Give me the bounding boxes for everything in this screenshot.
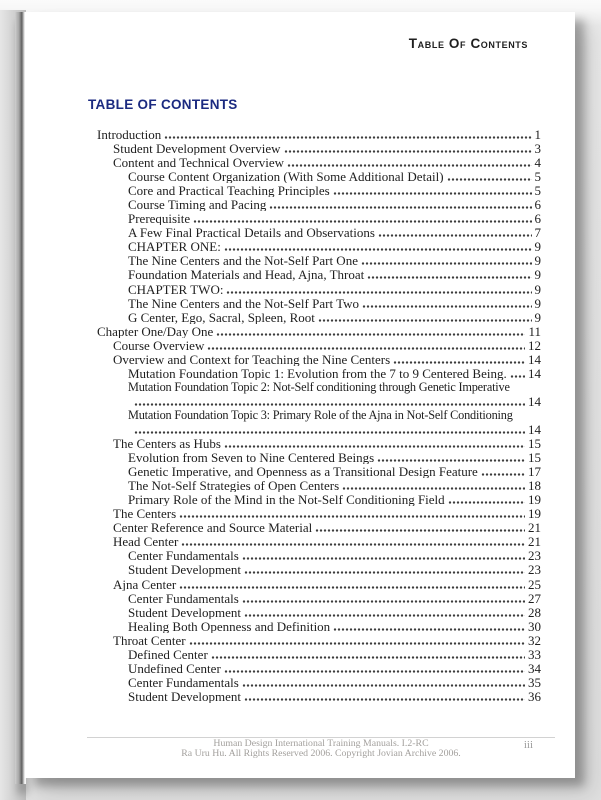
toc-entry-label: Foundation Materials and Head, Ajna, Throat <box>128 267 365 282</box>
toc-entry <box>97 352 541 366</box>
toc-entry-page: 14 <box>528 365 541 380</box>
toc-entry <box>97 296 541 310</box>
toc-entry-label: Core and Practical Teaching Principles <box>128 183 330 198</box>
toc-entry-label: The Nine Centers and the Not-Self Part Two <box>128 295 359 310</box>
toc-entry-page: 9 <box>534 295 541 310</box>
dot-leader <box>318 319 532 322</box>
toc-entry-label: Defined Center <box>128 646 208 661</box>
toc-entry <box>97 605 541 619</box>
toc-entry <box>97 520 541 534</box>
toc-entry-label: The Centers as Hubs <box>113 436 221 451</box>
toc-entry-page: 27 <box>528 590 541 605</box>
toc-entry-label: Student Development Overview <box>113 141 281 156</box>
toc-entry-label: Course Timing and Pacing <box>128 197 267 212</box>
toc-entry <box>97 155 541 169</box>
dot-leader <box>224 445 525 448</box>
dot-leader <box>315 529 525 532</box>
toc-entry-label: The Not-Self Strategies of Open Centers <box>128 478 340 493</box>
dot-leader <box>242 600 525 603</box>
toc-entry-page: 9 <box>534 281 541 296</box>
dot-leader <box>164 136 531 139</box>
toc-entry <box>97 492 541 506</box>
toc-entry <box>97 450 541 464</box>
toc-entry-page: 23 <box>528 548 541 563</box>
toc-list <box>97 127 541 703</box>
toc-entry <box>97 562 541 576</box>
dot-leader <box>269 206 531 209</box>
toc-entry-page: 6 <box>534 197 541 212</box>
toc-entry <box>97 689 541 703</box>
toc-entry-label: Center Fundamentals <box>128 548 239 563</box>
toc-entry <box>97 534 541 548</box>
toc-entry-page: 12 <box>528 337 541 352</box>
toc-entry-page: 35 <box>528 674 541 689</box>
footer-line-1: Human Design International Training Manuals. I.2-RC <box>213 738 429 749</box>
toc-entry <box>97 661 541 675</box>
dot-leader <box>224 670 525 673</box>
toc-entry-label: Student Development <box>128 688 242 703</box>
toc-entry <box>97 675 541 689</box>
toc-entry-label: Student Development <box>128 604 242 619</box>
dot-leader <box>287 164 531 167</box>
toc-entry-page: 14 <box>528 421 541 437</box>
toc-entry-page: 1 <box>534 127 541 142</box>
toc-entry-label: Head Center <box>113 534 179 549</box>
dot-leader <box>448 501 525 504</box>
toc-entry-label: Genetic Imperative, and Openness as a Transitional Design Feature <box>128 464 478 479</box>
toc-entry-page: 36 <box>528 688 541 703</box>
toc-entry <box>97 253 541 267</box>
dot-leader <box>244 571 525 574</box>
toc-entry-page: 17 <box>528 464 541 479</box>
toc-entry <box>97 464 541 478</box>
dot-leader <box>367 276 531 279</box>
toc-entry-label: Center Reference and Source Material <box>113 520 313 535</box>
toc-entry <box>97 127 541 141</box>
toc-entry-label: Mutation Foundation Topic 1: Evolution from the 7 to 9 Centered Being. <box>128 365 507 380</box>
toc-entry-page: 14 <box>528 393 541 408</box>
toc-entry <box>97 310 541 324</box>
toc-entry <box>97 436 541 450</box>
toc-entry-label: G Center, Ego, Sacral, Spleen, Root <box>128 309 315 324</box>
toc-entry-page: 33 <box>528 646 541 661</box>
toc-entry-page: 4 <box>534 155 541 170</box>
dot-leader <box>134 431 525 434</box>
dot-leader <box>179 515 525 518</box>
toc-entry <box>97 211 541 225</box>
toc-entry-label: Overview and Context for Teaching the Nine Centers <box>113 351 391 366</box>
toc-entry-label: Mutation Foundation Topic 3: Primary Role of the Ajna in Not-Self Conditioning <box>128 407 513 422</box>
dot-leader <box>362 305 532 308</box>
dot-leader <box>224 248 532 251</box>
toc-entry-label: Evolution from Seven to Nine Centered Beings <box>128 450 375 465</box>
footer-line-2: Ra Uru Hu. All Rights Reserved 2006. Copyright Jovian Archive 2006. <box>181 747 461 759</box>
toc-entry <box>97 225 541 239</box>
dot-leader <box>447 178 532 181</box>
dot-leader <box>244 698 525 701</box>
toc-entry-page: 25 <box>528 576 541 591</box>
dot-leader <box>189 642 525 645</box>
toc-entry-label: Content and Technical Overview <box>113 155 285 170</box>
toc-entry <box>97 506 541 520</box>
toc-entry <box>97 267 541 281</box>
toc-entry-page: 19 <box>528 506 541 521</box>
toc-entry-page: 7 <box>534 225 541 240</box>
dot-leader <box>216 333 525 336</box>
toc-entry <box>97 366 541 380</box>
toc-entry <box>97 141 541 155</box>
toc-entry-page: 9 <box>534 309 541 324</box>
toc-entry <box>97 633 541 647</box>
dot-leader <box>284 150 532 153</box>
toc-entry-label: The Centers <box>113 506 177 521</box>
toc-entry-page: 9 <box>534 239 541 254</box>
dot-leader <box>377 459 525 462</box>
toc-entry <box>97 408 541 422</box>
dot-leader <box>244 614 525 617</box>
toc-entry <box>97 548 541 562</box>
toc-entry-page: 15 <box>528 450 541 465</box>
toc-entry-page: 5 <box>534 183 541 198</box>
toc-entry-label: Center Fundamentals <box>128 590 239 605</box>
toc-entry <box>97 478 541 492</box>
toc-entry-page: 34 <box>528 660 541 675</box>
toc-entry-label: Student Development <box>128 562 242 577</box>
toc-entry-page: 11 <box>528 323 541 338</box>
dot-leader <box>481 473 525 476</box>
dot-leader <box>333 192 532 195</box>
toc-entry <box>97 197 541 211</box>
toc-entry-label: Prerequisite <box>128 211 191 226</box>
page-title: TABLE OF CONTENTS <box>88 97 238 112</box>
footer <box>87 739 555 758</box>
dot-leader <box>242 557 525 560</box>
toc-entry-page: 6 <box>534 211 541 226</box>
toc-entry-label: The Nine Centers and the Not-Self Part One <box>128 253 358 268</box>
page-number: iii <box>523 739 533 751</box>
toc-entry <box>97 239 541 253</box>
dot-leader <box>134 403 525 406</box>
toc-entry <box>97 169 541 183</box>
toc-entry-page: 15 <box>528 436 541 451</box>
toc-entry-label: A Few Final Practical Details and Observations <box>128 225 375 240</box>
dot-leader <box>378 234 532 237</box>
dot-leader <box>207 347 525 350</box>
dot-leader <box>193 220 531 223</box>
dot-leader <box>333 628 525 631</box>
toc-entry-label: Mutation Foundation Topic 2: Not-Self conditioning through Genetic Imperative <box>128 379 510 394</box>
dot-leader <box>342 487 525 490</box>
toc-entry-page: 9 <box>534 253 541 268</box>
toc-entry <box>97 619 541 633</box>
toc-entry-label: Healing Both Openness and Definition <box>128 618 331 633</box>
toc-entry <box>97 324 541 338</box>
toc-entry-label: Center Fundamentals <box>128 674 239 689</box>
toc-entry-label: Chapter One/Day One <box>97 323 214 338</box>
toc-entry-label: Ajna Center <box>113 576 177 591</box>
toc-entry-label: Course Content Organization (With Some Additional Detail) <box>128 169 444 184</box>
toc-entry-page: 5 <box>534 169 541 184</box>
toc-entry-label: Introduction <box>97 127 162 142</box>
toc-entry-label: Course Overview <box>113 337 205 352</box>
toc-entry-page: 21 <box>528 520 541 535</box>
toc-entry-label: Throat Center <box>113 632 186 647</box>
toc-entry-page: 9 <box>534 267 541 282</box>
toc-entry-label: Primary Role of the Mind in the Not-Self Conditioning Field <box>128 492 445 507</box>
toc-entry-label: Undefined Center <box>128 660 221 675</box>
dot-leader <box>242 684 525 687</box>
toc-entry-page: 3 <box>534 141 541 156</box>
toc-entry <box>97 338 541 352</box>
toc-entry <box>97 282 541 296</box>
dot-leader <box>510 375 525 378</box>
running-header: Table Of Contents <box>408 36 528 51</box>
toc-entry-page: 19 <box>528 492 541 507</box>
dot-leader <box>361 262 532 265</box>
toc-entry <box>97 183 541 197</box>
document-page <box>25 12 575 778</box>
toc-entry-page: 18 <box>528 478 541 493</box>
toc-entry-page: 23 <box>528 562 541 577</box>
toc-entry-continuation <box>97 422 541 436</box>
toc-entry-page: 32 <box>528 632 541 647</box>
toc-entry <box>97 577 541 591</box>
toc-entry-page: 28 <box>528 604 541 619</box>
toc-entry-page: 14 <box>528 351 541 366</box>
toc-entry <box>97 380 541 394</box>
toc-entry-continuation <box>97 394 541 408</box>
dot-leader <box>181 543 525 546</box>
dot-leader <box>226 291 531 294</box>
toc-entry-page: 30 <box>528 618 541 633</box>
toc-entry-label: CHAPTER TWO: <box>128 281 224 296</box>
dot-leader <box>393 361 525 364</box>
toc-entry <box>97 647 541 661</box>
dot-leader <box>179 586 525 589</box>
dot-leader <box>211 656 525 659</box>
toc-entry <box>97 591 541 605</box>
toc-entry-label: CHAPTER ONE: <box>128 239 221 254</box>
toc-entry-page: 21 <box>528 534 541 549</box>
